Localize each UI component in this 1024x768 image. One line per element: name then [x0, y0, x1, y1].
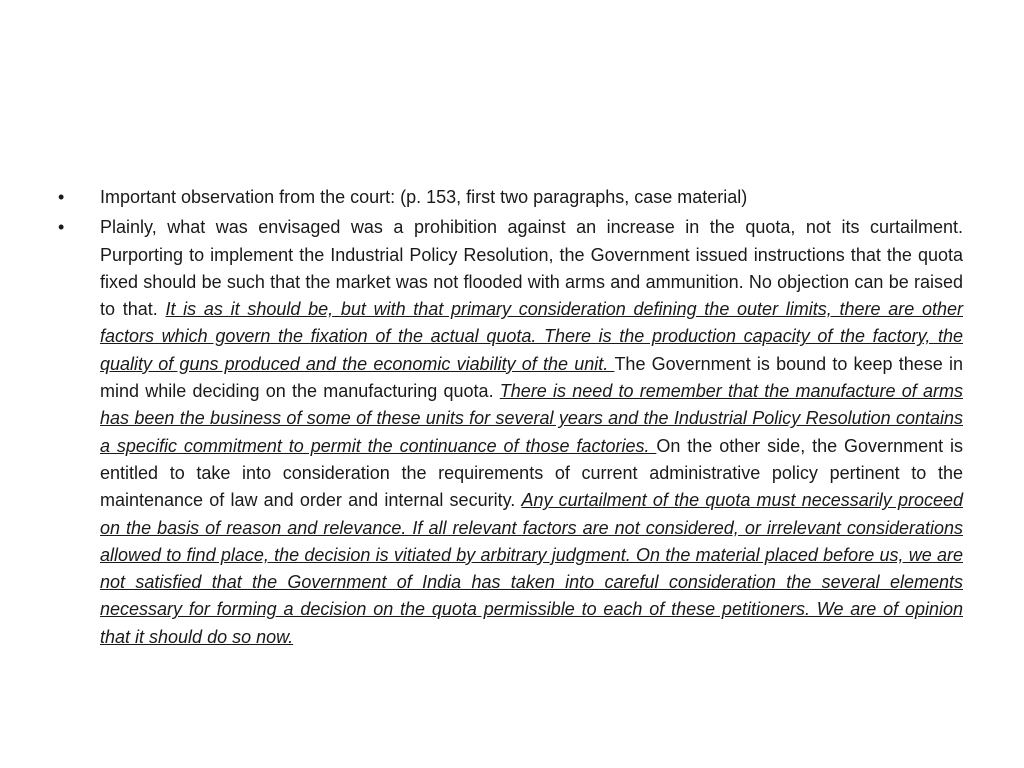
- bullet-dot-icon: •: [58, 187, 65, 207]
- bullet-item-case-excerpt: [58, 214, 963, 651]
- emphasized-text-segment: It is as it should be, but with that primary consideration defining the outer limits, there are other factors which govern the fixation of the actual quota. There is the production capacity of the factory, the quality of guns produced and the economic viability of the unit.: [100, 299, 963, 374]
- text-segment: The Government is bound to keep these in mind while deciding on the manufacturing quota.: [100, 353, 963, 402]
- text-segment: Plainly, what was envisaged was a prohibition against an increase in the quota, not its curtailment. Purporting to implement the Industrial Policy Resolution, the Government issued instructions that the quota fixed should be such that the market was not flooded with arms and ammunition. No objection can be raised to that.: [100, 217, 963, 320]
- bullet-text: [100, 184, 963, 211]
- bullet-dot-icon: •: [58, 217, 65, 238]
- text-segment: Important observation from the court: (p. 153, first two paragraphs, case material): [100, 187, 748, 207]
- bullet-item-court-observation: [58, 184, 963, 211]
- emphasized-text-segment: Any curtailment of the quota must necessarily proceed on the basis of reason and relevance. If all relevant factors are not considered, or irrelevant considerations allowed to find place, the decision is vitiated by arbitrary judgment. On the material placed before us, we are not satisfied that the Government of India has taken into careful consideration the several elements necessary for forming a decision on the quota permissible to each of these petitioners. We are of opinion that it should do so now.: [100, 490, 963, 647]
- text-segment: On the other side, the Government is entitled to take into consideration the requirements of current administrative policy pertinent to the maintenance of law and order and internal security.: [100, 435, 964, 511]
- bullet-list: [58, 184, 963, 654]
- emphasized-text-segment: There is need to remember that the manufacture of arms has been the business of some of these units for several years and the Industrial Policy Resolution contains a specific commitment to permit the continuance of those factories.: [100, 381, 963, 456]
- bullet-text: [100, 214, 963, 651]
